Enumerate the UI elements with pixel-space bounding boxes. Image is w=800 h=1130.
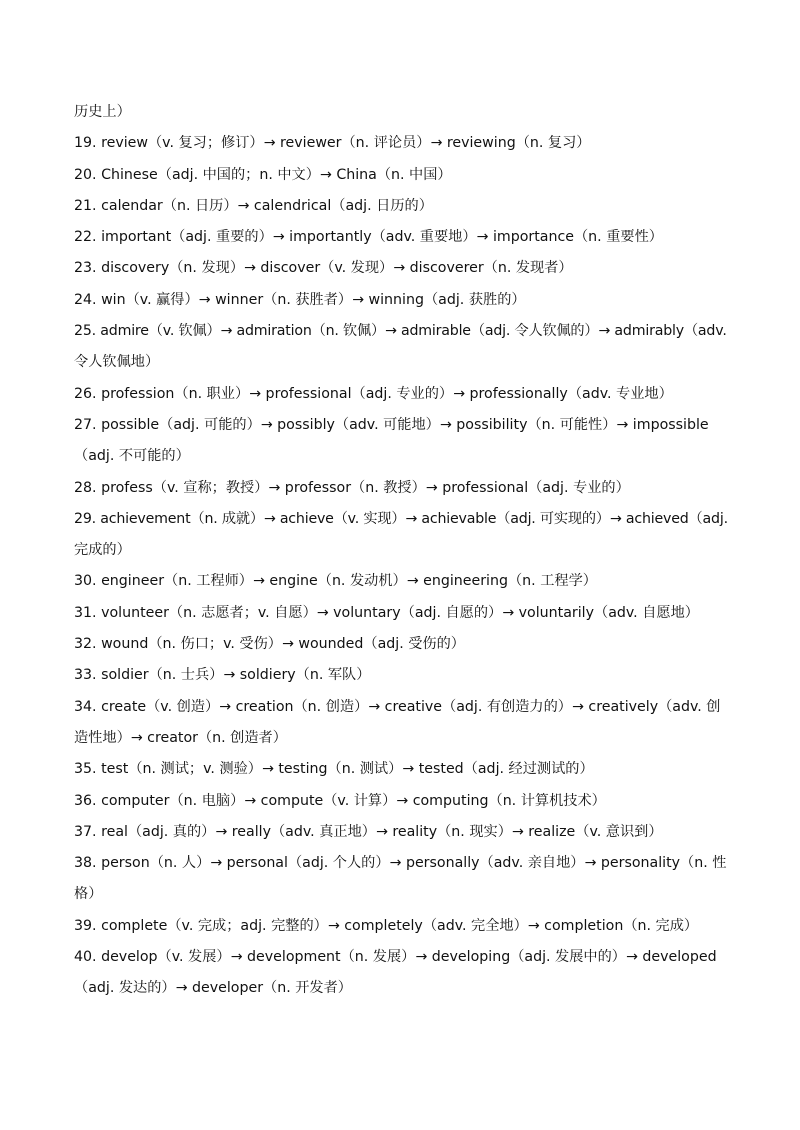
entry-38-continuation: 格） [74, 886, 103, 903]
entry-34-create: 34. create（v. 创造）→ creation（n. 创造）→ creative（adj. 有创造力的）→ creatively（adv. 创 [74, 698, 721, 715]
entry-36-computer: 36. computer（n. 电脑）→ compute（v. 计算）→ computing（n. 计算机技术） [74, 792, 606, 809]
entry-28-profess: 28. profess（v. 宣称；教授）→ professor（n. 教授）→ professional（adj. 专业的） [74, 479, 630, 496]
entry-31-volunteer: 31. volunteer（n. 志愿者；v. 自愿）→ voluntary（adj. 自愿的）→ voluntarily（adv. 自愿地） [74, 604, 699, 621]
entry-20-chinese: 20. Chinese（adj. 中国的；n. 中文）→ China（n. 中国） [74, 166, 452, 183]
entry-25-continuation: 令人钦佩地） [74, 354, 160, 371]
entry-38-person: 38. person（n. 人）→ personal（adj. 个人的）→ personally（adv. 亲自地）→ personality（n. 性 [74, 855, 727, 872]
entry-29-continuation: 完成的） [74, 542, 131, 559]
entry-27-continuation: （adj. 不可能的） [74, 448, 190, 465]
entry-32-wound: 32. wound（n. 伤口；v. 受伤）→ wounded（adj. 受伤的） [74, 636, 465, 653]
word-family-list [74, 97, 730, 1005]
entry-39-complete: 39. complete（v. 完成；adj. 完整的）→ completely（adv. 完全地）→ completion（n. 完成） [74, 917, 699, 934]
entry-33-soldier: 33. soldier（n. 士兵）→ soldiery（n. 军队） [74, 667, 371, 684]
entry-40-develop: 40. develop（v. 发展）→ development（n. 发展）→ developing（adj. 发展中的）→ developed [74, 949, 717, 966]
entry-34-continuation: 造性地）→ creator（n. 创造者） [74, 729, 287, 746]
entry-22-important: 22. important（adj. 重要的）→ importantly（adv. 重要地）→ importance（n. 重要性） [74, 229, 663, 246]
entry-21-calendar: 21. calendar（n. 日历）→ calendrical（adj. 日历的） [74, 197, 433, 214]
entry-37-real: 37. real（adj. 真的）→ really（adv. 真正地）→ reality（n. 现实）→ realize（v. 意识到） [74, 823, 663, 840]
text-line: 历史上） [74, 104, 131, 120]
entry-27-possible: 27. possible（adj. 可能的）→ possibly（adv. 可能地）→ possibility（n. 可能性）→ impossible [74, 416, 709, 433]
entry-30-engineer: 30. engineer（n. 工程师）→ engine（n. 发动机）→ engineering（n. 工程学） [74, 573, 597, 590]
entry-40-continuation: （adj. 发达的）→ developer（n. 开发者） [74, 980, 352, 997]
entry-23-discovery: 23. discovery（n. 发现）→ discover（v. 发现）→ discoverer（n. 发现者） [74, 260, 573, 277]
entry-19-review: 19. review（v. 复习；修订）→ reviewer（n. 评论员）→ reviewing（n. 复习） [74, 135, 591, 152]
entry-25-admire: 25. admire（v. 钦佩）→ admiration（n. 钦佩）→ admirable（adj. 令人钦佩的）→ admirably（adv. [74, 323, 727, 340]
entry-29-achievement: 29. achievement（n. 成就）→ achieve（v. 实现）→ achievable（adj. 可实现的）→ achieved（adj. [74, 510, 728, 527]
entry-35-test: 35. test（n. 测试；v. 测验）→ testing（n. 测试）→ tested（adj. 经过测试的） [74, 761, 594, 778]
entry-26-profession: 26. profession（n. 职业）→ professional（adj. 专业的）→ professionally（adv. 专业地） [74, 385, 673, 402]
entry-24-win: 24. win（v. 赢得）→ winner（n. 获胜者）→ winning（adj. 获胜的） [74, 291, 526, 308]
